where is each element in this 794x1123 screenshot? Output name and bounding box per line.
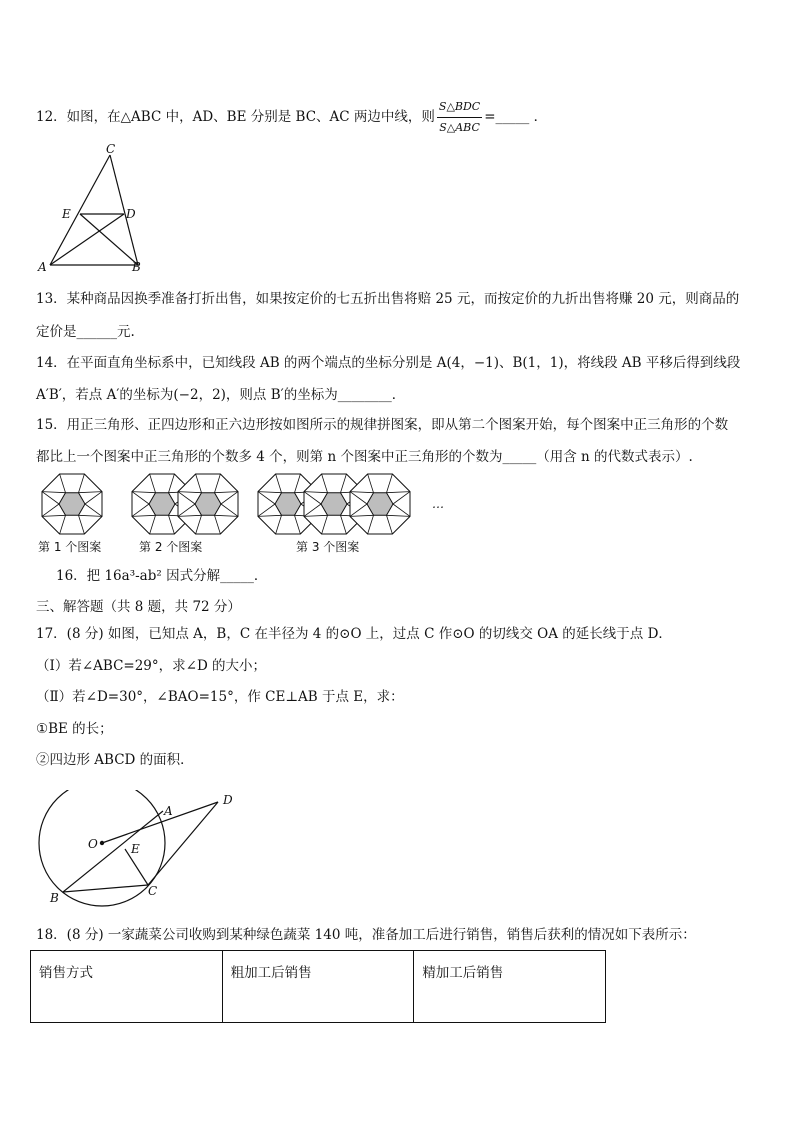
q17-sub2: ②四边形 ABCD 的面积． xyxy=(36,752,194,768)
q18-line1: 18．(8 分) 一家蔬菜公司收购到某种绿色蔬菜 140 吨，准备加工后进行销售，销售后获利的情况如下表所示： xyxy=(36,927,696,943)
table-header-cell: 销售方式 xyxy=(31,951,223,1023)
q15-caption-2: 第 2 个图案 xyxy=(139,540,203,554)
q12-label-e: E xyxy=(62,207,71,221)
q13-line2: 定价是______元. xyxy=(36,324,135,340)
q14-line2: A′B′，若点 A′的坐标为(−2，2)，则点 B′的坐标为________． xyxy=(36,387,406,403)
table-row xyxy=(31,951,606,1023)
q12-fraction-denominator: S△ABC xyxy=(439,121,480,134)
q15-caption-3: 第 3 个图案 xyxy=(296,540,360,554)
q17-label-a: A xyxy=(164,804,173,818)
q12-stem: 12．如图，在△ABC 中，AD、BE 分别是 BC、AC 两边中线，则 xyxy=(36,109,435,125)
q13-line1: 13．某种商品因换季准备打折出售，如果按定价的七五折出售将赔 25 元，而按定价的九折出售将赚 20 元，则商品的 xyxy=(36,291,740,307)
q17-part1: （Ⅰ）若∠ABC=29°，求∠D 的大小； xyxy=(36,658,267,674)
q17-sub1: ①BE 的长； xyxy=(36,721,113,737)
q12-text xyxy=(36,97,547,138)
q15-line1: 15．用正三角形、正四边形和正六边形按如图所示的规律拼图案，即从第二个图案开始，每个图案中正三角形的个数 xyxy=(36,417,729,433)
q15-pattern-figures xyxy=(36,472,456,536)
q17-part2: （Ⅱ）若∠D=30°，∠BAO=15°，作 CE⊥AB 于点 E，求： xyxy=(36,689,404,705)
q15-ellipsis: … xyxy=(432,497,444,511)
q12-fraction-numerator: S△BDC xyxy=(437,97,482,118)
q17-label-e: E xyxy=(131,842,140,856)
q17-circle-figure xyxy=(30,790,250,915)
q12-tail: =_____ ． xyxy=(484,109,548,125)
q16-text: 16．把 16a³-ab² 因式分解_____． xyxy=(56,568,268,584)
q12-label-a: A xyxy=(38,260,47,274)
q17-label-o: O xyxy=(88,837,98,851)
q12-label-c: C xyxy=(106,142,116,156)
pattern-3 xyxy=(258,474,410,534)
q17-label-b: B xyxy=(50,891,59,905)
pattern-2 xyxy=(132,474,238,534)
q12-label-d: D xyxy=(126,207,136,221)
q12-label-b: B xyxy=(132,260,141,274)
q12-triangle-figure xyxy=(30,140,150,275)
q17-label-d: D xyxy=(223,793,233,807)
pattern-1 xyxy=(42,474,102,534)
q15-line2: 都比上一个图案中正三角形的个数多 4 个，则第 n 个图案中正三角形的个数为_____（用含 n 的代数式表示）. xyxy=(36,449,693,465)
q17-line1: 17．(8 分) 如图，已知点 A，B，C 在半径为 4 的⊙O 上，过点 C 作⊙O 的切线交 OA 的延长线于点 D． xyxy=(36,626,672,642)
table-header-cell: 精加工后销售 xyxy=(414,951,606,1023)
q15-caption-1: 第 1 个图案 xyxy=(38,540,102,554)
q14-line1: 14．在平面直角坐标系中，已知线段 AB 的两个端点的坐标分别是 A(4，−1)、B(1，1)，将线段 AB 平移后得到线段 xyxy=(36,355,741,371)
table-header-cell: 粗加工后销售 xyxy=(222,951,414,1023)
q17-label-c: C xyxy=(148,884,158,898)
q18-sales-table xyxy=(30,950,606,1023)
q12-fraction xyxy=(437,97,482,138)
section3-title: 三、解答题（共 8 题，共 72 分） xyxy=(36,599,241,615)
